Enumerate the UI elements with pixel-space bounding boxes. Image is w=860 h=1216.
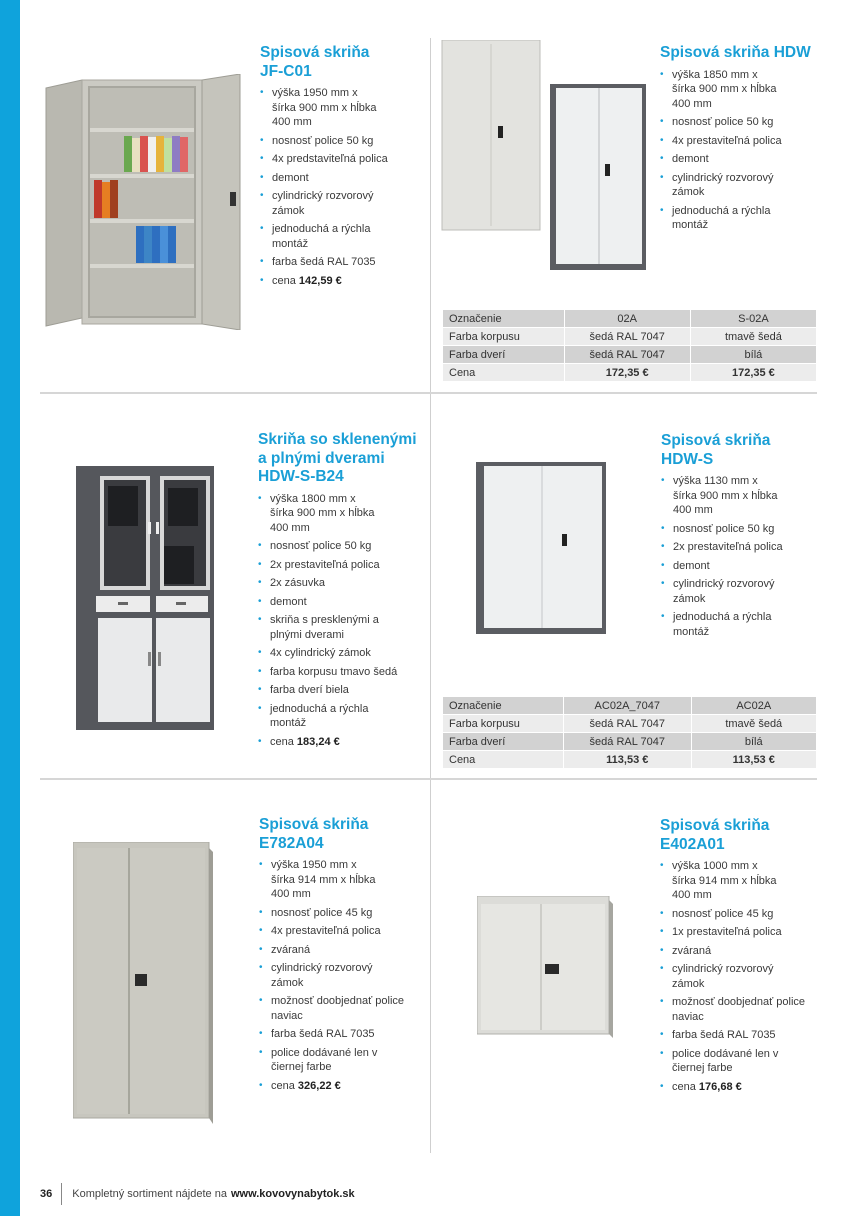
spec-item: • nosnosť police 50 kg	[260, 134, 420, 149]
spec-item: • 4x predstaviteľná polica	[260, 152, 420, 167]
product-e402a01	[660, 817, 820, 1098]
spec-item: • farba šedá RAL 7035	[660, 1028, 820, 1043]
product-e782a04	[259, 816, 419, 1097]
spec-item: • výška 1850 mm x šírka 900 mm x hĺbka 400 mm	[660, 68, 782, 112]
spec-item: • 2x prestaviteľná polica	[258, 558, 423, 573]
spec-list	[260, 86, 420, 288]
glass-door-cabinet-icon	[76, 466, 214, 730]
spec-item: • jednoduchá a rýchla montáž	[260, 222, 387, 251]
table-row: Farba dverí šedá RAL 7047 bílá	[443, 733, 817, 751]
product-hdw-s-b24	[258, 431, 423, 753]
price-item: • cena 176,68 €	[660, 1080, 820, 1095]
spec-item: • zváraná	[259, 943, 419, 958]
spec-item: • nosnosť police 45 kg	[259, 906, 419, 921]
table-row: Farba korpusu šedá RAL 7047 tmavě šedá	[443, 328, 817, 346]
page-number: 36	[40, 1188, 53, 1200]
spec-item: • farba šedá RAL 7035	[259, 1027, 419, 1042]
spec-item: • cylindrický rozvorový zámok	[660, 962, 787, 991]
column-divider	[430, 38, 431, 1153]
price: 183,24 €	[296, 735, 340, 748]
spec-item: • výška 1800 mm x šírka 900 mm x hĺbka 400 mm	[258, 492, 380, 536]
spec-item: • cylindrický rozvorový zámok	[661, 577, 788, 606]
spec-item: • jednoduchá a rýchla montáž	[661, 610, 788, 639]
product-title: Spisová skriňa HDW-S	[661, 432, 771, 468]
spec-item: • jednoduchá a rýchla montáž	[660, 204, 787, 233]
spec-item: • police dodávané len v čiernej farbe	[660, 1047, 782, 1076]
spec-list	[258, 492, 423, 750]
variant-table-hdw	[443, 310, 817, 382]
product-hdw	[660, 44, 820, 237]
left-accent-bar	[0, 0, 20, 1216]
spec-item: • police dodávané len v čiernej farbe	[259, 1046, 381, 1075]
product-title: Spisová skriňa JF-C01	[260, 44, 370, 80]
spec-item: • 4x cylindrický zámok	[258, 646, 423, 661]
spec-item: • zváraná	[660, 944, 820, 959]
row-divider-2	[40, 778, 817, 780]
spec-item: • 2x prestaviteľná polica	[661, 540, 821, 555]
spec-item: • výška 1130 mm x šírka 900 mm x hĺbka 400 mm	[661, 474, 783, 518]
product-title: Spisová skriňa E782A04	[259, 816, 369, 852]
table-row: Označenie 02A S-02A	[443, 310, 817, 328]
footer-text: Kompletný sortiment nájdete na	[72, 1188, 227, 1200]
product-title: Spisová skriňa HDW	[660, 44, 811, 61]
price: 176,68 €	[698, 1080, 742, 1093]
product-title: Spisová skriňa E402A01	[660, 817, 770, 853]
spec-item: • farba dverí biela	[258, 683, 423, 698]
price-item: • cena 142,59 €	[260, 274, 420, 289]
spec-item: • 1x prestaviteľná polica	[660, 925, 820, 940]
spec-item: • farba šedá RAL 7035	[260, 255, 420, 270]
page-footer	[40, 1183, 355, 1205]
price-item: • cena 183,24 €	[258, 735, 423, 750]
table-row: Farba korpusu šedá RAL 7047 tmavě šedá	[443, 715, 817, 733]
spec-item: • nosnosť police 50 kg	[258, 539, 423, 554]
price-item: • cena 326,22 €	[259, 1079, 419, 1094]
spec-item: • možnosť doobjednať police naviac	[259, 994, 421, 1023]
spec-list	[259, 858, 419, 1093]
spec-item: • 4x prestaviteľná polica	[660, 134, 820, 149]
spec-item: • nosnosť police 50 kg	[661, 522, 821, 537]
spec-item: • skriňa s presklenými a plnými dverami	[258, 613, 390, 642]
table-row-price: Cena 172,35 € 172,35 €	[443, 364, 817, 382]
table-row: Označenie AC02A_7047 AC02A	[443, 697, 817, 715]
spec-item: • farba korpusu tmavo šedá	[258, 665, 423, 680]
spec-item: • jednoduchá a rýchla montáž	[258, 702, 385, 731]
spec-item: • nosnosť police 45 kg	[660, 907, 820, 922]
table-row: Farba dverí šedá RAL 7047 bílá	[443, 346, 817, 364]
spec-item: • cylindrický rozvorový zámok	[259, 961, 386, 990]
product-title: Skriňa so sklenenými a plnými dverami HDW-S-B24	[258, 431, 417, 485]
open-filing-cabinet-icon	[44, 74, 244, 330]
website-link[interactable]: www.kovovynabytok.sk	[230, 1188, 355, 1200]
spec-item: • výška 1950 mm x šírka 914 mm x hĺbka 400 mm	[259, 858, 381, 902]
small-grey-cabinet-icon	[477, 896, 613, 1038]
spec-item: • nosnosť police 50 kg	[660, 115, 820, 130]
footer-divider	[61, 1183, 62, 1205]
spec-list	[660, 68, 820, 233]
spec-item: • 2x zásuvka	[258, 576, 423, 591]
spec-item: • možnosť doobjednať police naviac	[660, 995, 822, 1024]
spec-item: • cylindrický rozvorový zámok	[260, 189, 387, 218]
tall-grey-cabinet-icon	[73, 842, 213, 1124]
spec-list	[661, 474, 821, 639]
two-cabinets-icon	[440, 40, 650, 272]
spec-list	[660, 859, 820, 1094]
price: 142,59 €	[298, 274, 342, 287]
table-row-price: Cena 113,53 € 113,53 €	[443, 751, 817, 769]
product-hdw-s	[661, 432, 821, 643]
spec-item: • demont	[260, 171, 420, 186]
spec-item: • výška 1000 mm x šírka 914 mm x hĺbka 400 mm	[660, 859, 782, 903]
price: 326,22 €	[297, 1079, 341, 1092]
product-jf-c01	[260, 44, 420, 292]
spec-item: • výška 1950 mm x šírka 900 mm x hĺbka 400 mm	[260, 86, 382, 130]
row-divider-1	[40, 392, 817, 394]
low-cabinet-icon	[476, 462, 606, 634]
spec-item: • demont	[258, 595, 423, 610]
variant-table-hdw-s	[443, 697, 817, 769]
spec-item: • cylindrický rozvorový zámok	[660, 171, 787, 200]
spec-item: • 4x prestaviteľná polica	[259, 924, 419, 939]
spec-item: • demont	[661, 559, 821, 574]
spec-item: • demont	[660, 152, 820, 167]
